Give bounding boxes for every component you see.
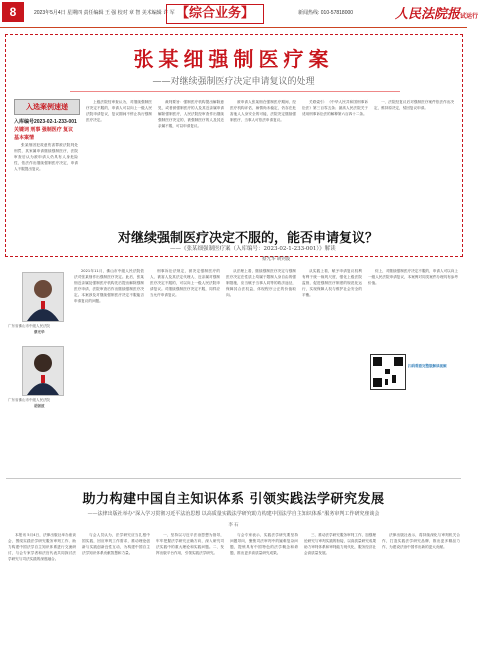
brand-name: 人民法院报	[395, 7, 461, 22]
editor-info: 新闻热线: 010-57818000	[298, 10, 354, 16]
case-number: 入库编号2023-02-1-233-001	[14, 119, 77, 125]
qr-caption: 扫码观看完整版解读视频	[408, 364, 447, 368]
page-number: 8	[2, 2, 24, 22]
article2-subtitle: ——《张某细强制医疗案（入库编号：2023-02-1-233-001）》解读	[170, 246, 336, 252]
article2-column-1: 2021年11月，佛山市中级人民法院依法对张某细作出强制医疗决定。此后，张某细近亲属及强制医疗机构先后提出解除强制医疗申请，法院审查后作出继续强制医疗决定。本案涉及对继续强制医疗决定不服能否申请复议的问题。	[74, 269, 144, 303]
article2-column-4: 从实践上看，赋予申请复议权利有利于统一裁判尺度，强化上级法院监督，促进强制医疗制度的规范化运行，实现保障人权与维护社会安全的平衡。	[302, 269, 362, 297]
article3-column-1: 本报讯 5月4日，法律出版社举办座谈会，围绕实践法学研究服务审判工作、助力构建中国法学自主知识体系进行交流研讨，与会专家学者和法官代表共同探讨法学研究与司法实践的深度融合。	[8, 533, 76, 561]
case-column-6: 一、法院经复议后对强制医疗案件依法作出决定，维持原决定，驳回复议申请。	[374, 100, 454, 110]
issue-info: 2023年5月4日 星期四 责任编辑 王 强 校对 章 智 美术编辑 许 军	[34, 10, 175, 16]
article3-column-2: 与会人员认为，法学研究应当扎根中国实践，回应审判工作需求，推动理论创新与实践创新良性互动，为构建中国自主法学知识体系贡献智慧和力量。	[82, 533, 150, 555]
case-divider	[70, 91, 400, 92]
article3-column-3: 一、坚持以习近平法治思想为指导，牢牢把握法学研究正确方向，深入研究司法实践中的重大理论和实践问题。二、发挥出版平台作用，引领实践法学研究。	[156, 533, 224, 555]
case-subtitle: ——对继续强制医疗决定申请复议的处理	[152, 77, 315, 87]
case-column-1: 张某细因犯故意伤害罪被法院判处刑罚，其家属申请继续强制医疗，法院审查后认为被申请人仍具有人身危险性，依法作出继续强制医疗决定，申请人不服提出复议。	[14, 143, 78, 171]
photo1-name: 蔡光华	[34, 330, 45, 334]
brand-sub: 试运行	[460, 13, 478, 20]
author-photo-1	[22, 272, 64, 322]
section-title: 【综合业务】	[166, 4, 264, 24]
photo2-caption: 广东省佛山市中级人民法院	[8, 398, 50, 402]
article3-title: 助力构建中国自主知识体系 引领实践法学研究发展	[82, 492, 385, 507]
article3-subtitle: ——法律出版社举办“深入学习贯彻习近平法治思想 以高质量实践法学研究助力构建中国法学自主知识体系”服务审判工作研究座谈会	[87, 511, 380, 517]
case-column-4: 被申请人张某细在强制医疗期间，经医疗机构评估，病情尚未稳定，仍存在危害他人人身安全的可能，法院决定继续强制医疗，当事人可依法申请复议。	[230, 100, 296, 122]
case-keywords: 关键词 刑事 强制医疗 复议	[14, 127, 74, 133]
article3-column-6: 法律出版社表示，将持续深化与审判机关合作，打造实践法学研究品牌，推出更多精品力作，为建设法治中国作出新的更大贡献。	[382, 533, 460, 549]
case-column-3: 裁判要旨：强制医疗机构提出解除意见，或者被强制医疗的人及其近亲属申请解除强制医疗，人民法院经审查作出继续强制医疗决定的，被强制医疗的人及其近亲属不服，可以申请复议。	[158, 100, 224, 128]
article2-title: 对继续强制医疗决定不服的，能否申请复议？	[118, 231, 379, 246]
case-section-heading: 基本案情	[14, 135, 35, 141]
case-column-2: 上级法院经审查认为，对继续强制医疗决定不服的，申请人可以向上一级人民法院申请复议，复议期间不停止执行强制医疗决定。	[86, 100, 152, 122]
article3-column-5: 三、推动法学研究服务审判工作，加强理论研究与审判实践的衔接，以高质量研究成果助力审判体系和审判能力现代化，服务经济社会高质量发展。	[304, 533, 376, 555]
person-icon	[23, 273, 63, 321]
person-icon	[23, 347, 63, 395]
case-title: 张某细强制医疗案	[133, 47, 334, 71]
author-photo-2	[22, 346, 64, 396]
newspaper-brand	[395, 3, 478, 22]
article3-author: 李 石	[228, 522, 239, 527]
article2-column-3: 从法理上看，继续强制医疗决定与强制医疗决定在性质上均属于限制人身自由的强制措施，应当赋予当事人同等的救济途径，保障其合法权益，体现程序公正的价值取向。	[226, 269, 296, 297]
photo1-caption: 广东省佛山市中级人民法院	[8, 324, 50, 328]
article2-column-2: 刑事诉讼法规定，被决定强制医疗的人、被害人及其法定代理人、近亲属对强制医疗决定不服的，可以向上一级人民法院申请复议。对继续强制医疗决定不服，同样应当允许申请复议。	[150, 269, 220, 297]
sidebar-heading: 入选案例速递	[14, 99, 80, 115]
case-column-5: 关联索引：《中华人民共和国刑事诉讼法》第三百零五条；最高人民法院关于适用刑事诉讼法的解释第六百四十二条。	[302, 100, 368, 116]
article2-author: 蔡光华 胡剑波	[262, 256, 291, 261]
qr-code[interactable]	[370, 354, 406, 390]
article3-column-4: 与会专家表示，实践法学研究要坚持问题导向，聚焦司法审判中的疑难复杂问题，提炼具有中国特色的法学概念和命题，推出更多高质量研究成果。	[230, 533, 298, 555]
photo2-name: 胡剑波	[34, 404, 45, 408]
article-separator	[6, 478, 461, 479]
article2-column-5: 综上，对继续强制医疗决定不服的，申请人可以向上一级人民法院申请复议，本案例对同类案件办理具有参考价值。	[368, 269, 458, 285]
